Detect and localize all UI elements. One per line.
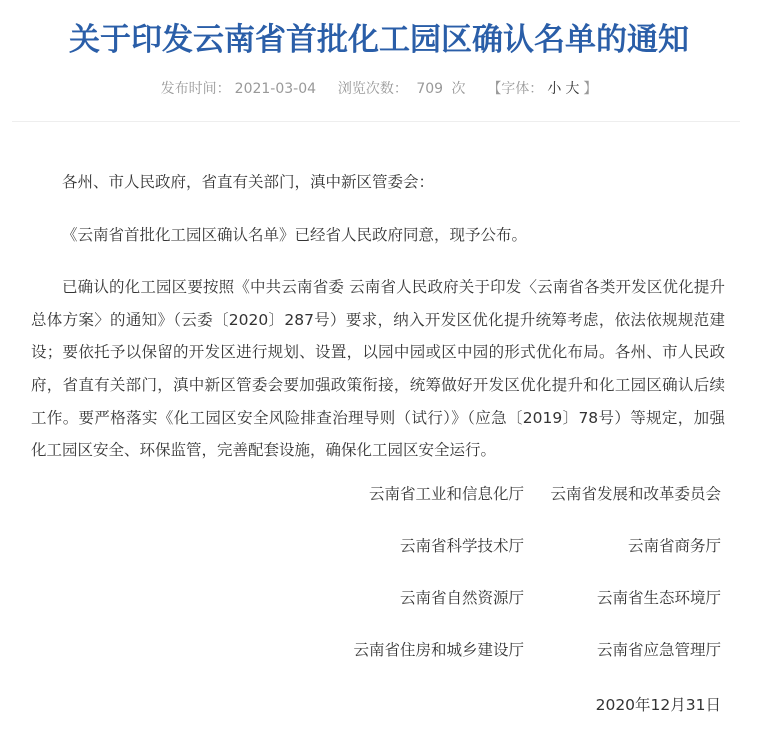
- signatory-row: [0, 638, 758, 690]
- views-label: 浏览次数：: [337, 81, 408, 97]
- publish-date: 2021-03-04: [234, 81, 317, 97]
- article-body: [31, 166, 725, 487]
- signatory: 云南省科学技术厅: [399, 537, 524, 555]
- signatory: 云南省生态环境厅: [596, 589, 721, 607]
- signatory: 云南省应急管理厅: [596, 641, 721, 659]
- signatory: 云南省住房和城乡建设厅: [353, 641, 524, 659]
- signatory-row: [0, 534, 758, 586]
- paragraph: 已确认的化工园区要按照《中共云南省委 云南省人民政府关于印发〈云南省各类开发区优化提升总体方案〉的通知》（云委〔2020〕287号）要求，纳入开发区优化提升统筹考虑，依法依规规范建设；要依托予以保留的开发区进行规划、设置，以园中园或区中园的形式优化布局。各州、市人民政府，省直有关部门，滇中新区管委会要加强政策衔接，统筹做好开发区优化提升和化工园区确认后续工作。要严格落实《化工园区安全风险排查治理导则（试行）》（应急〔2019〕78号）等规定，加强化工园区安全、环保监管，完善配套设施，确保化工园区安全运行。: [31, 278, 725, 460]
- paragraph: 各州、市人民政府，省直有关部门，滇中新区管委会：: [62, 173, 435, 191]
- font-size-open: 【字体：: [487, 81, 544, 97]
- views-count: 709: [416, 81, 444, 97]
- signatory: 云南省自然资源厅: [399, 589, 524, 607]
- signatory-row: [0, 482, 758, 534]
- font-small-button[interactable]: 小: [547, 81, 562, 97]
- paragraph: 《云南省首批化工园区确认名单》已经省人民政府同意，现予公布。: [62, 225, 528, 244]
- signatory: 云南省商务厅: [627, 537, 721, 555]
- views-unit: 次: [451, 81, 466, 97]
- article-meta: [0, 78, 758, 98]
- publish-label: 发布时间：: [160, 81, 231, 97]
- font-large-button[interactable]: 大: [565, 81, 580, 97]
- divider: [12, 121, 740, 122]
- font-size-close: 】: [583, 81, 598, 97]
- signatory-row: [0, 586, 758, 638]
- signatory: 云南省发展和改革委员会: [550, 485, 721, 503]
- signatory: 云南省工业和信息化厅: [368, 485, 524, 503]
- issue-date: 2020年12月31日: [595, 696, 721, 714]
- page-title: 关于印发云南省首批化工园区确认名单的通知: [69, 22, 689, 58]
- signatories: [0, 482, 758, 690]
